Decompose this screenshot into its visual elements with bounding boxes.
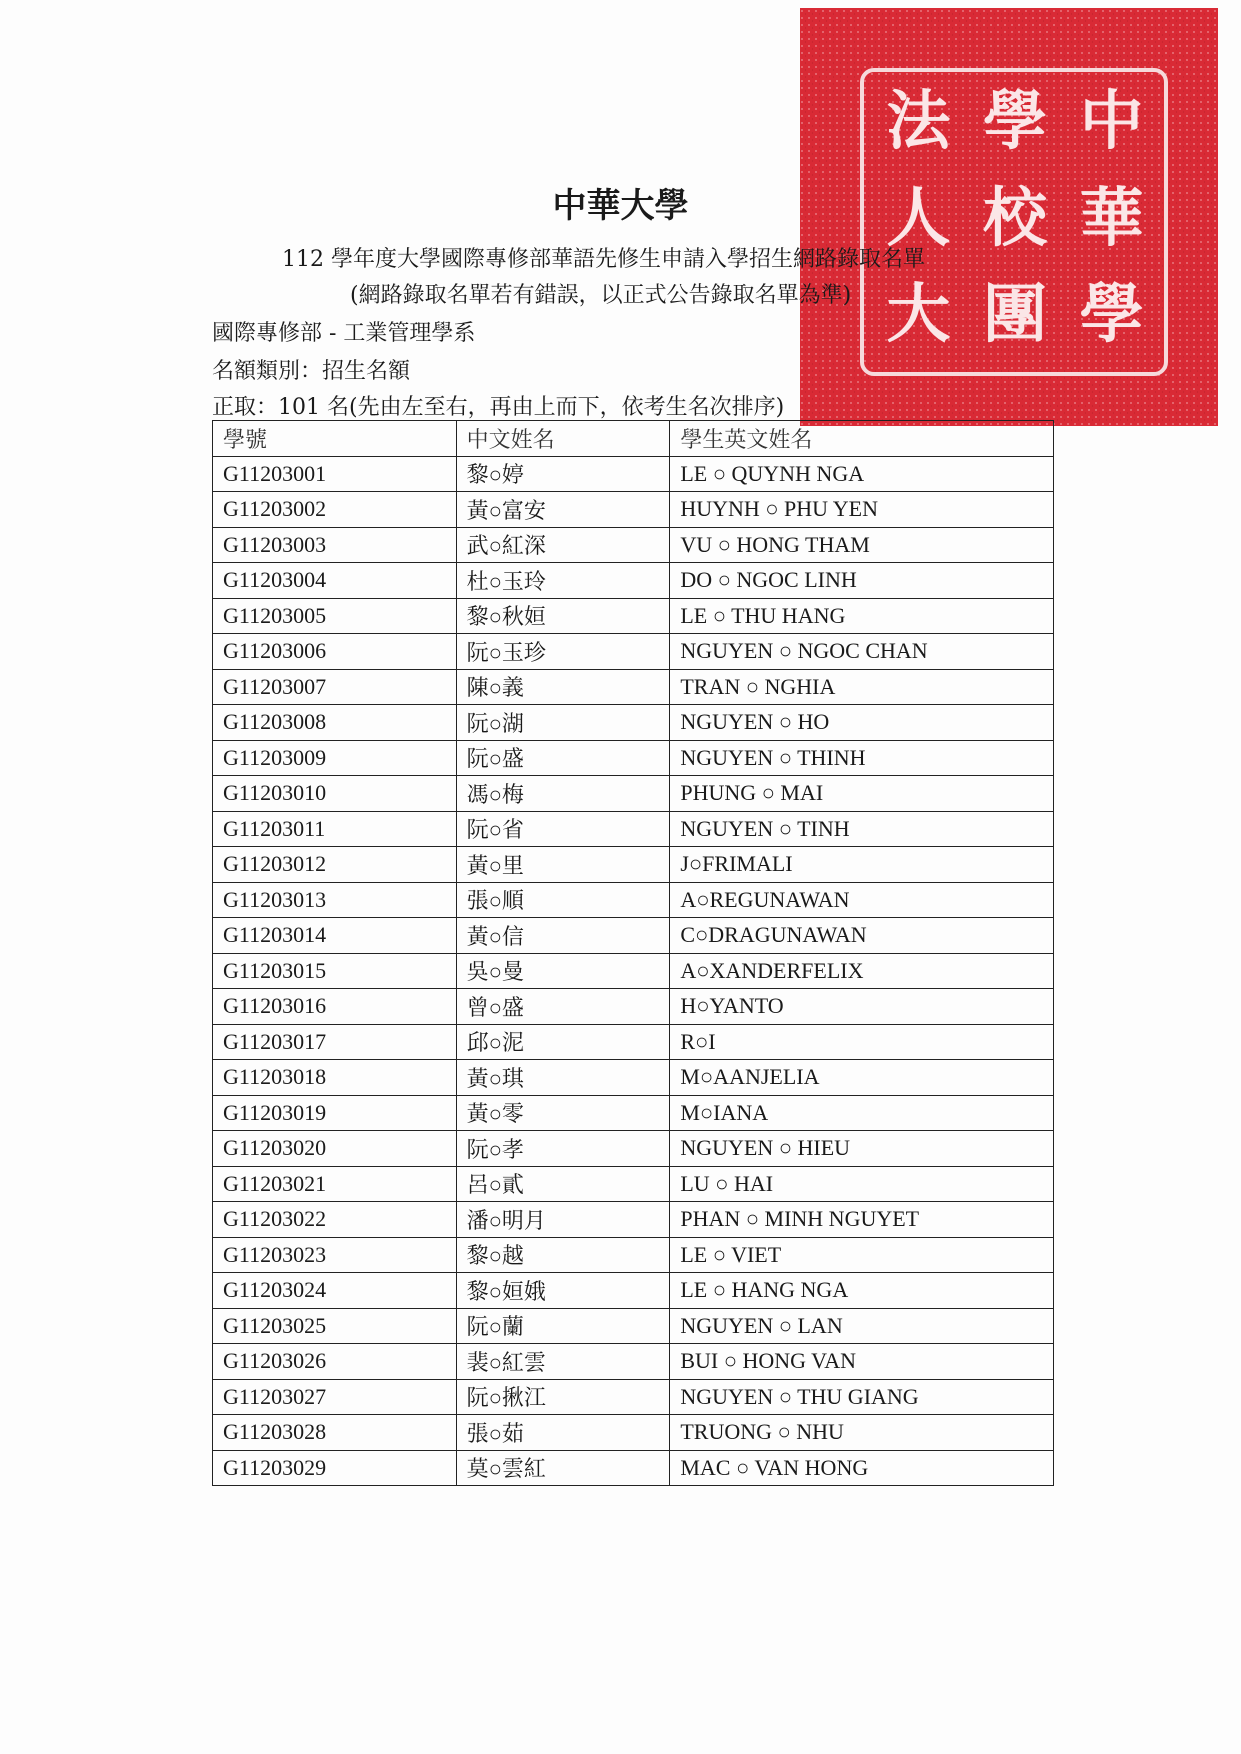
chinese-name-cell: 吳○曼 bbox=[456, 953, 670, 989]
english-name-cell: VU ○ HONG THAM bbox=[670, 527, 1054, 563]
table-row bbox=[213, 1308, 1054, 1344]
table-row bbox=[213, 705, 1054, 741]
table-row bbox=[213, 1450, 1054, 1486]
english-name-cell: A○XANDERFELIX bbox=[670, 953, 1054, 989]
english-name-cell: M○AANJELIA bbox=[670, 1060, 1054, 1096]
student-id-cell: G11203007 bbox=[213, 669, 457, 705]
student-id-cell: G11203012 bbox=[213, 847, 457, 883]
seal-char: 校 bbox=[982, 180, 1047, 256]
student-id-cell: G11203026 bbox=[213, 1344, 457, 1380]
english-name-cell: NGUYEN ○ HO bbox=[670, 705, 1054, 741]
english-name-cell: LU ○ HAI bbox=[670, 1166, 1054, 1202]
student-id-cell: G11203027 bbox=[213, 1379, 457, 1415]
english-name-cell: NGUYEN ○ THU GIANG bbox=[670, 1379, 1054, 1415]
student-id-cell: G11203010 bbox=[213, 776, 457, 812]
table-row bbox=[213, 1166, 1054, 1202]
document-notice: (網路錄取名單若有錯誤，以正式公告錄取名單為準) bbox=[350, 283, 852, 308]
table-header-row bbox=[213, 421, 1054, 457]
student-id-cell: G11203009 bbox=[213, 740, 457, 776]
english-name-cell: LE ○ HANG NGA bbox=[670, 1273, 1054, 1309]
chinese-name-cell: 杜○玉玲 bbox=[456, 563, 670, 599]
student-id-cell: G11203020 bbox=[213, 1131, 457, 1167]
english-name-cell: MAC ○ VAN HONG bbox=[670, 1450, 1054, 1486]
table-row bbox=[213, 1095, 1054, 1131]
table-row bbox=[213, 1415, 1054, 1451]
english-name-cell: R○I bbox=[670, 1024, 1054, 1060]
chinese-name-cell: 阮○湖 bbox=[456, 705, 670, 741]
student-id-cell: G11203016 bbox=[213, 989, 457, 1025]
chinese-name-cell: 黃○琪 bbox=[456, 1060, 670, 1096]
header-english-name: 學生英文姓名 bbox=[670, 421, 1054, 457]
english-name-cell: NGUYEN ○ THINH bbox=[670, 740, 1054, 776]
document-subtitle: 112 學年度大學國際專修部華語先修生申請入學招生網路錄取名單 bbox=[282, 247, 925, 272]
chinese-name-cell: 阮○玉珍 bbox=[456, 634, 670, 670]
chinese-name-cell: 黃○里 bbox=[456, 847, 670, 883]
table-row bbox=[213, 634, 1054, 670]
quota-category-label: 名額類別：招生名額 bbox=[212, 359, 411, 384]
english-name-cell: A○REGUNAWAN bbox=[670, 882, 1054, 918]
seal-char: 人 bbox=[886, 180, 951, 256]
chinese-name-cell: 阮○盛 bbox=[456, 740, 670, 776]
student-id-cell: G11203024 bbox=[213, 1273, 457, 1309]
english-name-cell: DO ○ NGOC LINH bbox=[670, 563, 1054, 599]
table-row bbox=[213, 918, 1054, 954]
student-id-cell: G11203003 bbox=[213, 527, 457, 563]
header-chinese-name: 中文姓名 bbox=[456, 421, 670, 457]
english-name-cell: TRUONG ○ NHU bbox=[670, 1415, 1054, 1451]
table-row bbox=[213, 1202, 1054, 1238]
chinese-name-cell: 黎○姮娥 bbox=[456, 1273, 670, 1309]
seal-char: 大 bbox=[886, 277, 951, 353]
english-name-cell: LE ○ VIET bbox=[670, 1237, 1054, 1273]
seal-char: 團 bbox=[982, 277, 1047, 353]
chinese-name-cell: 呂○貳 bbox=[456, 1166, 670, 1202]
table-row bbox=[213, 1273, 1054, 1309]
student-id-cell: G11203015 bbox=[213, 953, 457, 989]
student-id-cell: G11203014 bbox=[213, 918, 457, 954]
seal-char: 華 bbox=[1079, 180, 1144, 256]
english-name-cell: NGUYEN ○ HIEU bbox=[670, 1131, 1054, 1167]
english-name-cell: LE ○ THU HANG bbox=[670, 598, 1054, 634]
english-name-cell: TRAN ○ NGHIA bbox=[670, 669, 1054, 705]
chinese-name-cell: 黃○富安 bbox=[456, 492, 670, 528]
english-name-cell: C○DRAGUNAWAN bbox=[670, 918, 1054, 954]
student-id-cell: G11203001 bbox=[213, 456, 457, 492]
chinese-name-cell: 黃○零 bbox=[456, 1095, 670, 1131]
student-id-cell: G11203028 bbox=[213, 1415, 457, 1451]
table-row bbox=[213, 1344, 1054, 1380]
english-name-cell: LE ○ QUYNH NGA bbox=[670, 456, 1054, 492]
student-id-cell: G11203004 bbox=[213, 563, 457, 599]
table-row bbox=[213, 492, 1054, 528]
table-body bbox=[213, 456, 1054, 1486]
admission-count-label: 正取：101 名(先由左至右，再由上而下，依考生名次排序) bbox=[212, 395, 785, 420]
english-name-cell: NGUYEN ○ LAN bbox=[670, 1308, 1054, 1344]
chinese-name-cell: 馮○梅 bbox=[456, 776, 670, 812]
chinese-name-cell: 阮○省 bbox=[456, 811, 670, 847]
table-row bbox=[213, 456, 1054, 492]
seal-char: 學 bbox=[1079, 277, 1144, 353]
chinese-name-cell: 曾○盛 bbox=[456, 989, 670, 1025]
english-name-cell: PHAN ○ MINH NGUYET bbox=[670, 1202, 1054, 1238]
seal-char: 法 bbox=[886, 84, 951, 159]
student-id-cell: G11203029 bbox=[213, 1450, 457, 1486]
table-row bbox=[213, 1024, 1054, 1060]
chinese-name-cell: 阮○揪江 bbox=[456, 1379, 670, 1415]
english-name-cell: H○YANTO bbox=[670, 989, 1054, 1025]
english-name-cell: HUYNH ○ PHU YEN bbox=[670, 492, 1054, 528]
student-id-cell: G11203008 bbox=[213, 705, 457, 741]
table-row bbox=[213, 1379, 1054, 1415]
student-id-cell: G11203025 bbox=[213, 1308, 457, 1344]
student-id-cell: G11203013 bbox=[213, 882, 457, 918]
table-row bbox=[213, 847, 1054, 883]
student-id-cell: G11203019 bbox=[213, 1095, 457, 1131]
chinese-name-cell: 武○紅深 bbox=[456, 527, 670, 563]
chinese-name-cell: 張○茹 bbox=[456, 1415, 670, 1451]
table-row bbox=[213, 882, 1054, 918]
header-student-id: 學號 bbox=[213, 421, 457, 457]
department-label: 國際專修部 - 工業管理學系 bbox=[212, 321, 476, 346]
student-id-cell: G11203017 bbox=[213, 1024, 457, 1060]
seal-char: 學 bbox=[982, 84, 1047, 159]
table-row bbox=[213, 811, 1054, 847]
chinese-name-cell: 陳○義 bbox=[456, 669, 670, 705]
chinese-name-cell: 黎○秋姮 bbox=[456, 598, 670, 634]
chinese-name-cell: 阮○蘭 bbox=[456, 1308, 670, 1344]
english-name-cell: J○FRIMALI bbox=[670, 847, 1054, 883]
student-id-cell: G11203005 bbox=[213, 598, 457, 634]
table-row bbox=[213, 1237, 1054, 1273]
seal-char: 中 bbox=[1079, 84, 1144, 159]
table-row bbox=[213, 953, 1054, 989]
table-row bbox=[213, 598, 1054, 634]
english-name-cell: NGUYEN ○ NGOC CHAN bbox=[670, 634, 1054, 670]
chinese-name-cell: 邱○泥 bbox=[456, 1024, 670, 1060]
student-id-cell: G11203023 bbox=[213, 1237, 457, 1273]
table-row bbox=[213, 527, 1054, 563]
table-row bbox=[213, 669, 1054, 705]
table-row bbox=[213, 776, 1054, 812]
chinese-name-cell: 裴○紅雲 bbox=[456, 1344, 670, 1380]
table-row bbox=[213, 740, 1054, 776]
chinese-name-cell: 黎○越 bbox=[456, 1237, 670, 1273]
document-title: 中華大學 bbox=[552, 186, 689, 226]
student-id-cell: G11203002 bbox=[213, 492, 457, 528]
table-row bbox=[213, 989, 1054, 1025]
student-id-cell: G11203011 bbox=[213, 811, 457, 847]
student-id-cell: G11203006 bbox=[213, 634, 457, 670]
table-row bbox=[213, 1060, 1054, 1096]
chinese-name-cell: 潘○明月 bbox=[456, 1202, 670, 1238]
chinese-name-cell: 黃○信 bbox=[456, 918, 670, 954]
chinese-name-cell: 張○順 bbox=[456, 882, 670, 918]
chinese-name-cell: 阮○孝 bbox=[456, 1131, 670, 1167]
english-name-cell: PHUNG ○ MAI bbox=[670, 776, 1054, 812]
student-id-cell: G11203018 bbox=[213, 1060, 457, 1096]
student-id-cell: G11203022 bbox=[213, 1202, 457, 1238]
english-name-cell: BUI ○ HONG VAN bbox=[670, 1344, 1054, 1380]
table-row bbox=[213, 563, 1054, 599]
table-row bbox=[213, 1131, 1054, 1167]
english-name-cell: M○IANA bbox=[670, 1095, 1054, 1131]
admission-roster-table bbox=[212, 420, 1054, 1486]
chinese-name-cell: 黎○婷 bbox=[456, 456, 670, 492]
english-name-cell: NGUYEN ○ TINH bbox=[670, 811, 1054, 847]
chinese-name-cell: 莫○雲紅 bbox=[456, 1450, 670, 1486]
student-id-cell: G11203021 bbox=[213, 1166, 457, 1202]
